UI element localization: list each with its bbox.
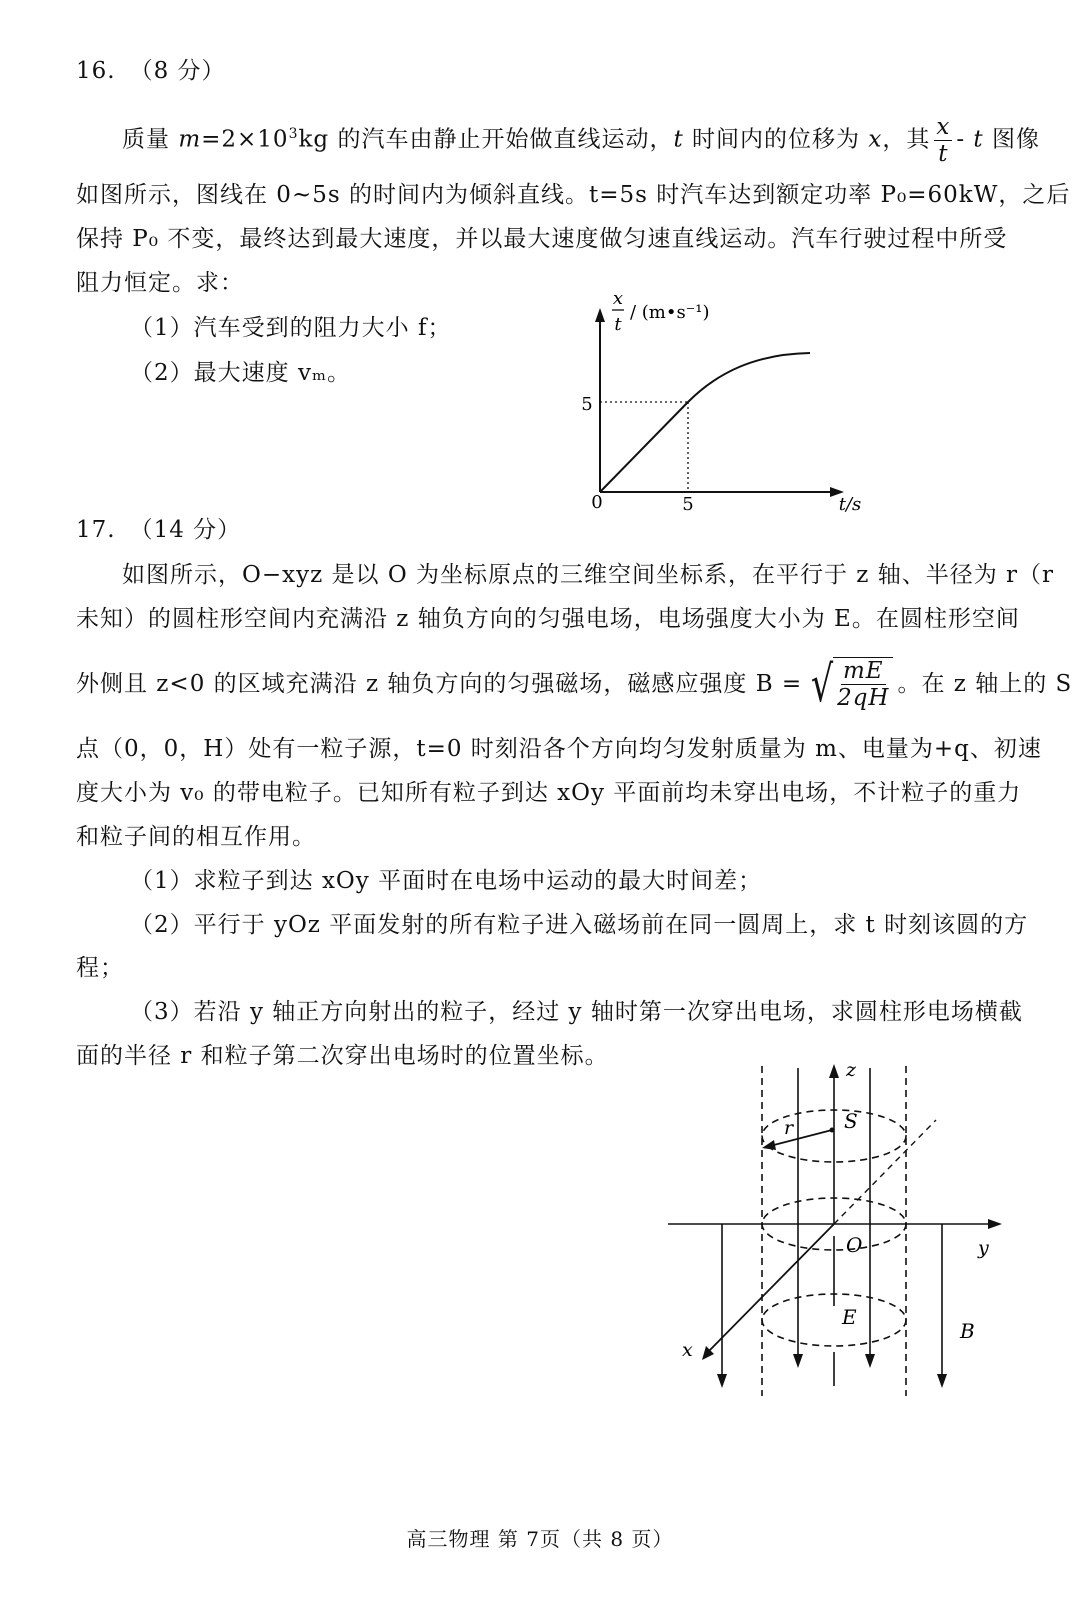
q16-text: - bbox=[956, 126, 974, 153]
q16-line3: 保持 P₀ 不变，最终达到最大速度，并以最大速度做匀速直线运动。汽车行驶过程中所受 bbox=[76, 226, 1008, 252]
q16-exponent: 3 bbox=[288, 125, 299, 142]
graph-origin-label: 0 bbox=[591, 492, 603, 513]
q16-xt-t-graph bbox=[560, 286, 880, 518]
q17-line3 bbox=[76, 655, 1073, 716]
x-axis-label: x bbox=[682, 1339, 693, 1361]
q17-subquestion-2: （2）平行于 yOz 平面发射的所有粒子进入磁场前在同一圆周上，求 t 时刻该圆的方 bbox=[130, 912, 1029, 938]
q16-line2: 如图所示，图线在 0~5s 的时间内为倾斜直线。t=5s 时汽车达到额定功率 P₀=60kW，之后 bbox=[76, 182, 1071, 208]
graph-y-arrow-icon bbox=[595, 308, 605, 322]
q16-line1 bbox=[122, 114, 1040, 167]
z-axis-arrow-icon bbox=[829, 1064, 839, 1078]
q16-var-x: x bbox=[868, 126, 883, 153]
q16-text: kg 的汽车由静止开始做直线运动， bbox=[298, 126, 674, 153]
b-field-arrow-icon bbox=[937, 1374, 947, 1388]
s-label: S bbox=[844, 1109, 858, 1133]
r-label: r bbox=[784, 1117, 794, 1139]
graph-x-tick-label: 5 bbox=[682, 494, 694, 515]
graph-y-frac-den: t bbox=[614, 314, 622, 335]
q16-text: 质量 bbox=[122, 126, 179, 153]
b-field-arrow-icon bbox=[717, 1374, 727, 1388]
q17-subquestion-3-cont: 面的半径 r 和粒子第二次穿出电场时的位置坐标。 bbox=[76, 1043, 609, 1069]
q16-subquestion-1: （1）汽车受到的阻力大小 f； bbox=[130, 315, 452, 341]
q17-text: 。在 z 轴上的 S bbox=[897, 671, 1073, 697]
q16-var-t: t bbox=[973, 126, 984, 153]
q17-line5: 度大小为 v₀ 的带电粒子。已知所有粒子到达 xOy 平面前均未穿出电场，不计粒子的重力 bbox=[76, 780, 1022, 806]
source-point-s bbox=[830, 1128, 835, 1133]
q17-subquestion-1: （1）求粒子到达 xOy 平面时在电场中运动的最大时间差； bbox=[130, 868, 763, 894]
q16-line4: 阻力恒定。求： bbox=[76, 270, 244, 296]
graph-x-label: t/s bbox=[838, 494, 862, 515]
x-axis-negative bbox=[834, 1120, 936, 1224]
q17-field-diagram bbox=[660, 1056, 1020, 1406]
sqrt-body bbox=[833, 657, 893, 711]
q17-line4: 点（0，0，H）处有一粒子源，t=0 时刻沿各个方向均匀发射质量为 m、电量为+q、初速 bbox=[76, 736, 1042, 762]
fraction-denominator: t bbox=[938, 141, 949, 167]
sqrt-icon: √ bbox=[811, 655, 835, 713]
graph-y-unit: / (m•s⁻¹) bbox=[630, 302, 710, 323]
q16-text: 图像 bbox=[983, 126, 1040, 153]
q16-header bbox=[76, 56, 996, 86]
graph-curve bbox=[600, 353, 810, 492]
sqrt-denominator: 2qH bbox=[837, 685, 890, 711]
e-field-arrow-icon bbox=[865, 1354, 875, 1368]
q16-subquestion-2: （2）最大速度 vₘ。 bbox=[130, 360, 352, 386]
q16-var-m: m bbox=[178, 126, 202, 153]
q16-text: =2×10 bbox=[201, 126, 289, 153]
q16-text: 时间内的位移为 bbox=[683, 126, 869, 153]
fraction-numerator: x bbox=[936, 114, 951, 140]
y-axis-label: y bbox=[978, 1237, 989, 1259]
e-field-label: E bbox=[842, 1305, 857, 1329]
q17-text: 外侧且 z<0 的区域充满沿 z 轴负方向的匀强磁场，磁感应强度 B = bbox=[76, 671, 803, 697]
q17-score: （14 分） bbox=[129, 517, 242, 543]
y-axis-arrow-icon bbox=[988, 1219, 1002, 1229]
q17-subquestion-3: （3）若沿 y 轴正方向射出的粒子，经过 y 轴时第一次穿出电场，求圆柱形电场横截 bbox=[130, 999, 1023, 1025]
q16-number: 16. bbox=[76, 58, 116, 84]
graph-y-tick-label: 5 bbox=[581, 394, 593, 415]
z-axis-label: z bbox=[846, 1059, 857, 1081]
page-footer: 高三物理 第 7页（共 8 页） bbox=[406, 1527, 674, 1551]
origin-label: O bbox=[846, 1233, 863, 1257]
q17-number: 17. bbox=[76, 517, 116, 543]
sqrt-numerator: mE bbox=[842, 658, 884, 684]
graph-y-frac-num: x bbox=[612, 288, 624, 309]
q16-text: ，其 bbox=[882, 126, 931, 153]
q17-line1: 如图所示，O−xyz 是以 O 为坐标原点的三维空间坐标系，在平行于 z 轴、半径为 r（r bbox=[122, 562, 1055, 588]
q16-score: （8 分） bbox=[129, 58, 226, 84]
q16-var-t: t bbox=[673, 126, 684, 153]
q17-sqrt-expression bbox=[806, 656, 893, 712]
radius-line bbox=[770, 1130, 832, 1146]
e-field-arrow-icon bbox=[793, 1354, 803, 1368]
q17-header bbox=[76, 515, 996, 545]
q17-line6: 和粒子间的相互作用。 bbox=[76, 824, 316, 850]
q17-subquestion-2-cont: 程； bbox=[76, 955, 124, 981]
b-field-label: B bbox=[960, 1319, 975, 1343]
q17-line2: 未知）的圆柱形空间内充满沿 z 轴负方向的匀强电场，电场强度大小为 E。在圆柱形空间 bbox=[76, 606, 1020, 632]
q16-fraction-x-over-t bbox=[934, 114, 952, 167]
